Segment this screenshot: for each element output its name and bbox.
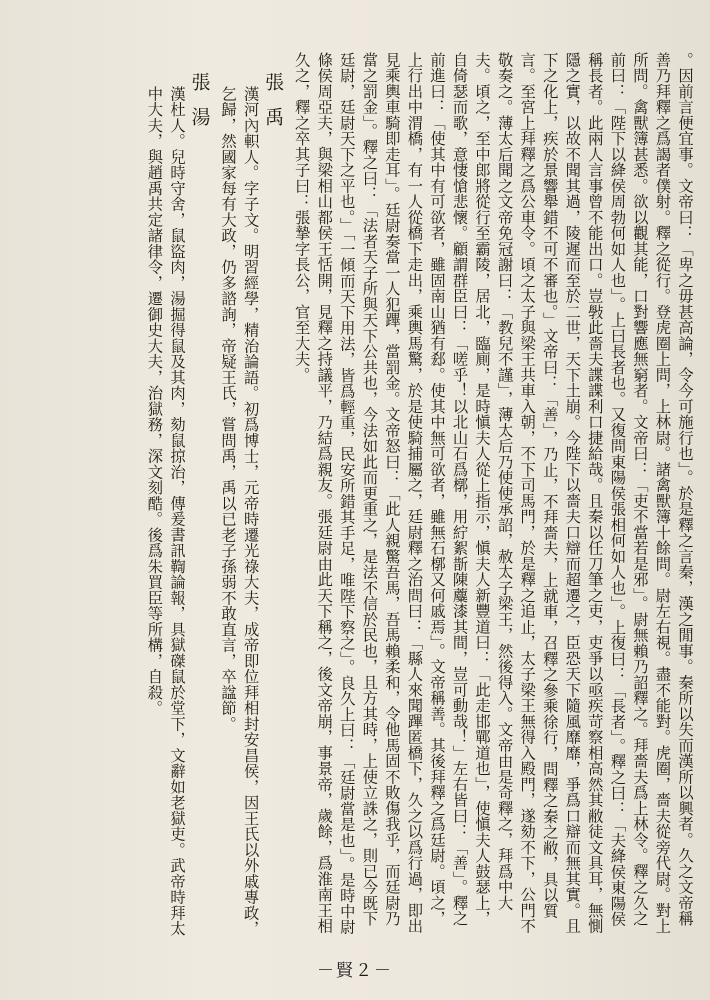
paragraph-zhang-yu: 漢河內軹人。字子文。明習經學，精治論語。初爲博士，元帝時遷光祿大夫，成帝即位拜相封安昌侯，因王氏以外戚專政，乞歸，然國家每有大政，仍多諮詢，帝疑王氏，嘗問禹，禹以已老子孫弱不敢直言，卒諡節。 xyxy=(219,85,260,937)
entry-heading-zhang-yu: 張禹 xyxy=(262,72,285,142)
paragraph-zhang-tang: 漢杜人。兒時守舍，鼠盜肉，湯掘得鼠及其肉，劾鼠掠治，傳爰書訊鞫論報，具獄磔鼠於堂下，文辭如老獄吏。武帝時拜太中大夫，與趙禹共定諸律令，遷御史大夫，治獄務，深文刻酷。後爲朱買臣等所構，自殺。 xyxy=(145,85,186,937)
paragraph-zhang-shizhi: 。因前言便宜事。文帝曰：「卑之毋甚高論，令今可施行也」。於是釋之言秦，漢之閒事。秦所以失而漢所以興者。久之文帝稱善乃拜釋之爲謁者僕射。釋之從行。登虎圈上問，上林尉。諸禽獸簿十餘問。尉左右視。盡不能對。虎圈，嗇夫從旁代尉。對上所問。禽獸簿甚悉。欲以觀其能，口對響應無窮者。文帝曰：「吏不當若是邪」。尉無賴乃詔釋之。拜嗇夫爲上林令。釋之久之前曰：「陛下以絳侯周勃何如人也」。上曰長者也。又復問東陽侯張相何如人也」。上復曰：「長者」。釋之曰：「夫絳侯東陽侯稱長者。此兩人言事曾不能出口。豈斅此嗇夫諜諜利口捷給哉。且秦以任刀筆之吏，吏爭以亟疾苛察相高然其敝徒文具耳，無惻隱之實，以故不聞其過，陵遲而至於二世，天下土崩。今陛下以嗇夫口辯而超遷之，臣恐天下隨風靡靡，爭爲口辯而無其實。且下之化上，疾於景響舉錯不可不審也。」文帝曰：「善」，乃止，不拜嗇夫，上就車，召釋之參乘徐行，問釋之秦之敝，具以質言。至宮上拜釋之爲公車令。頃之太子與梁王共車入朝，不下司馬門，於是釋之追止，太子梁王無得入殿門，遂劾不下，公門不敬奏之。薄太后聞之文帝免冠謝曰：「教兒不謹」，薄太后乃使使承詔，赦太子梁王，然後得入。文帝由是奇釋之，拜爲中大夫。頃之，至中郎將從行至霸陵，居北，臨廁，是時愼夫人從上指示，愼夫人新豐道曰：「此走邯鄲道也」，使愼夫人鼓瑟上，自倚瑟而歌，意悽愴悲懷。顧謂群臣曰：「嗟乎！以北山石爲槨，用紵絮斮陳蘪漆其間，豈可動哉！」左右皆曰：「善」。釋之前進曰：「使其中有可欲者，雖固南山猶有郄。使其中無可欲者，雖無石槨又何戚焉」。文帝稱善。其後拜釋之爲廷尉。頃之，上行出中渭橋，有一人從橋下走出，乘輿馬驚，於是使騎捕屬之，廷尉釋之治問曰：「縣人來聞蹕匿橋下，久之以爲行過，即出見乘輿車騎即走耳」。廷尉奏當一人犯蹕，當罰金。文帝怒曰：「此人親驚吾馬，吾馬賴柔和，令他馬固不敗傷我乎，而廷尉乃當之罰金」。釋之曰：「法者天子所與天下公共也，今法如此而更重之，是法不信於民也，且方其時，上使立誅之，則已今既下廷尉，廷尉天下之平也。」「一傾而天下用法，皆爲輕重，民安所錯其手足，唯陛下察之」。良久上曰：「廷尉當是也」。是時中尉條侯周亞夫，與梁相山都侯王恬開，見釋之持議平，乃結爲親友。張廷尉由此天下稱之，後文帝崩，事景帝，歲餘，爲淮南王相久之，釋之卒其子曰：張摯字長公，官至大夫。 xyxy=(292,52,694,935)
vertical-text-body xyxy=(44,52,696,942)
entry-heading-zhang-tang: 張湯 xyxy=(188,72,211,142)
page-number: －賢２－ xyxy=(317,961,393,981)
